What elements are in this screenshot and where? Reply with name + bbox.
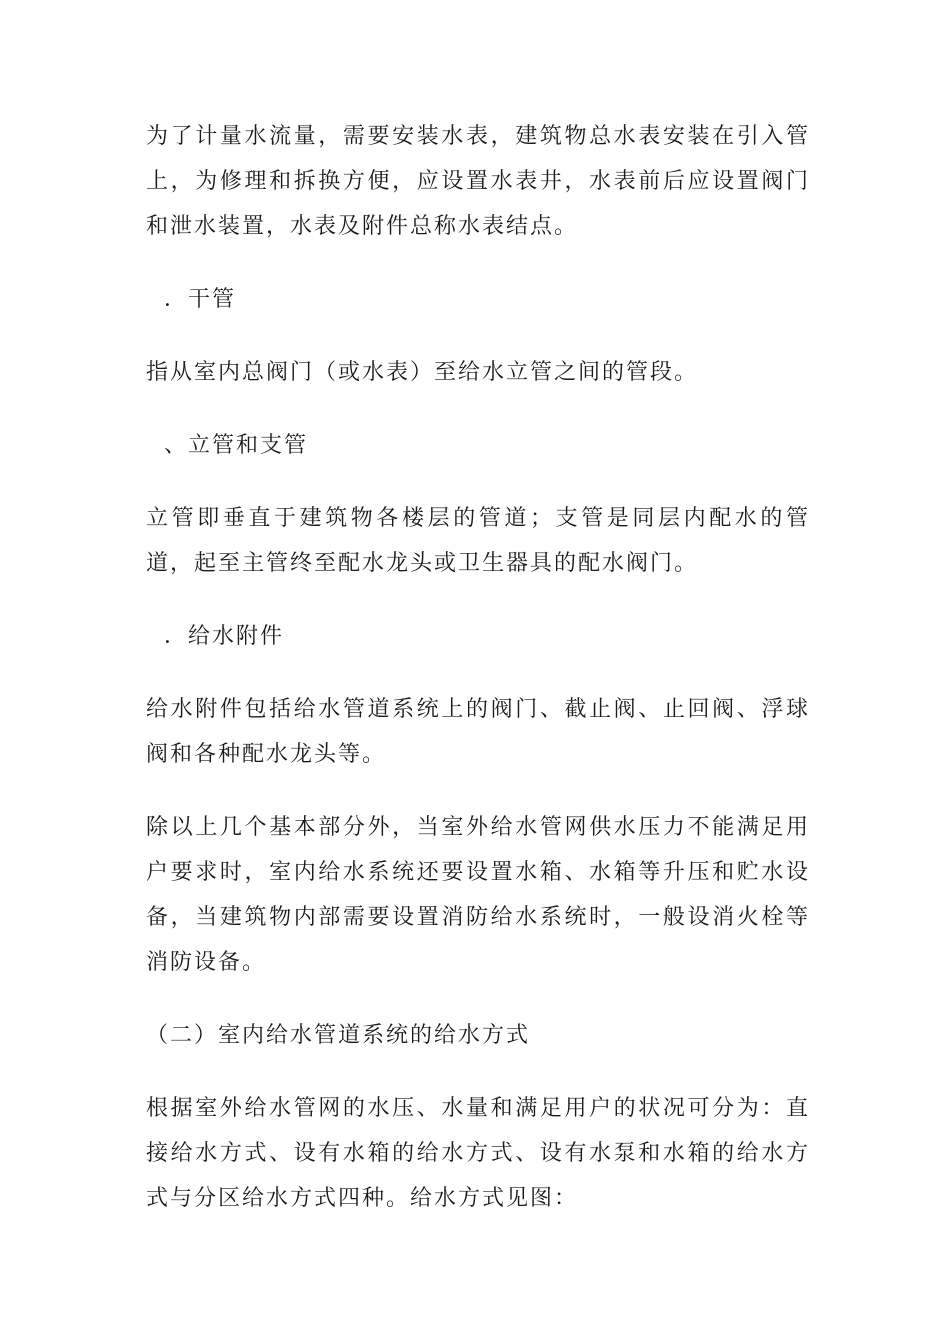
paragraph-riser-branch: 立管即垂直于建筑物各楼层的管道；支管是同层内配水的管道，起至主管终至配水龙头或卫生器具的配水阀门。 bbox=[146, 506, 810, 576]
paragraph-main-pipe: 指从室内总阀门（或水表）至给水立管之间的管段。 bbox=[146, 360, 699, 385]
heading-main-pipe: ．干管 bbox=[164, 287, 237, 312]
paragraph-fittings: 给水附件包括给水管道系统上的阀门、截止阀、止回阀、浮球阀和各种配水龙头等。 bbox=[146, 697, 810, 767]
heading-riser-branch: 、立管和支管 bbox=[164, 433, 309, 458]
heading-fittings: ．给水附件 bbox=[164, 624, 285, 649]
paragraph-supply-methods: 根据室外给水管网的水压、水量和满足用户的状况可分为：直接给水方式、设有水箱的给水方式、设有水泵和水箱的给水方式与分区给水方式四种。给水方式见图： bbox=[146, 1096, 810, 1211]
document-body bbox=[146, 114, 810, 1221]
heading-supply-methods: （二）室内给水管道系统的给水方式 bbox=[146, 1023, 531, 1048]
paragraph-extra-equipment: 除以上几个基本部分外，当室外给水管网供水压力不能满足用户要求时，室内给水系统还要设置水箱、水箱等升压和贮水设备，当建筑物内部需要设置消防给水系统时，一般设消火栓等消防设备。 bbox=[146, 815, 810, 975]
paragraph-water-meter: 为了计量水流量，需要安装水表，建筑物总水表安装在引入管上，为修理和拆换方便，应设置水表井，水表前后应设置阀门和泄水装置，水表及附件总称水表结点。 bbox=[146, 124, 810, 239]
